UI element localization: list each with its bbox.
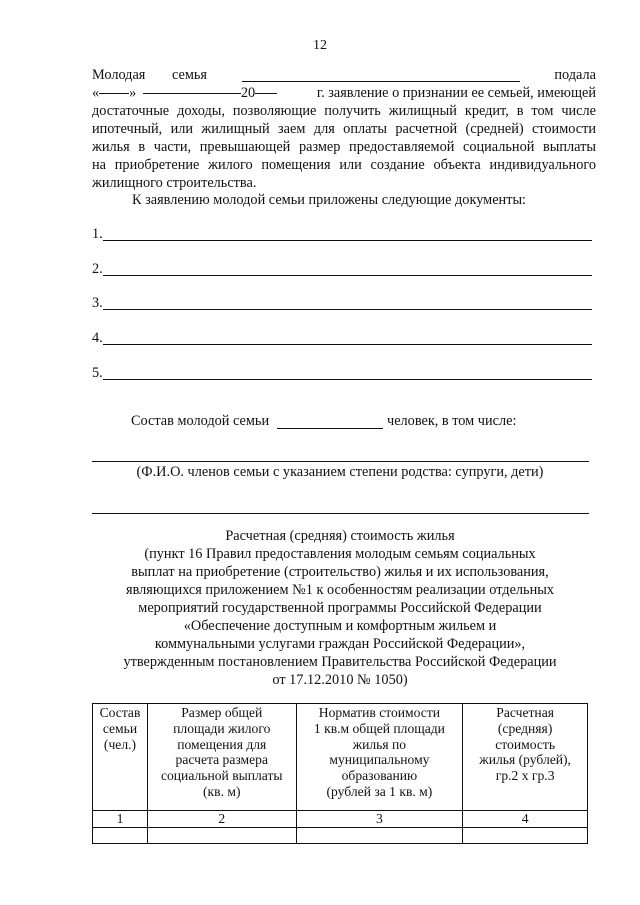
table-header-row bbox=[93, 704, 588, 811]
day-field[interactable] bbox=[99, 93, 129, 94]
attachments-heading: К заявлению молодой семьи приложены следующие документы: bbox=[132, 192, 527, 208]
page-number: 12 bbox=[313, 38, 327, 53]
calc-subtitle-line-1: (пункт 16 Правил предоставления молодым семьям социальных bbox=[144, 546, 536, 562]
quote-open: « bbox=[92, 85, 100, 101]
family-count-label: Состав молодой семьи bbox=[131, 413, 270, 429]
intro-word-family: семья bbox=[172, 67, 208, 83]
calc-subtitle-line-5: «Обеспечение доступным и комфортным жильем и bbox=[183, 618, 497, 634]
calc-subtitle-line-7: утвержденным постановлением Правительства Российской Федерации bbox=[123, 654, 557, 670]
intro-line-2-text: г. заявление о признании ее семьей, имеющей bbox=[316, 85, 596, 101]
document-line-3[interactable] bbox=[92, 294, 592, 312]
calc-subtitle-line-2: выплат на приобретение (строительство) жилья и их использования, bbox=[131, 564, 549, 580]
year-prefix: 20 bbox=[240, 85, 256, 101]
calc-table bbox=[92, 703, 588, 844]
intro-line-1 bbox=[92, 67, 596, 85]
intro-line-6: на приобретение жилого помещения или создание объекта индивидуального bbox=[92, 157, 596, 173]
table-row bbox=[93, 827, 588, 843]
intro-line-4: ипотечный, или жилищный заем для оплаты расчетной (средней) стоимости bbox=[92, 121, 596, 137]
family-members-line-2[interactable] bbox=[92, 513, 589, 514]
column-number: 4 bbox=[463, 811, 588, 828]
family-members-hint: (Ф.И.О. членов семьи с указанием степени родства: супруги, дети) bbox=[136, 464, 544, 480]
intro-line-7: жилищного строительства. bbox=[92, 175, 257, 191]
header-family-size: Состав семьи (чел.) bbox=[93, 704, 148, 811]
cell-family-size[interactable] bbox=[93, 827, 148, 843]
intro-word-submitted: подала bbox=[554, 67, 596, 83]
intro-word-young: Молодая bbox=[92, 67, 146, 83]
column-number: 3 bbox=[296, 811, 463, 828]
intro-line-2 bbox=[92, 85, 596, 103]
family-name-field[interactable] bbox=[242, 81, 520, 82]
cell-norm-cost[interactable] bbox=[296, 827, 463, 843]
column-number: 1 bbox=[93, 811, 148, 828]
document-number: 1. bbox=[92, 226, 103, 242]
document-number: 4. bbox=[92, 330, 103, 346]
quote-close: » bbox=[129, 85, 137, 101]
calc-subtitle-line-4: мероприятий государственной программы Российской Федерации bbox=[138, 600, 542, 616]
column-number: 2 bbox=[147, 811, 296, 828]
header-norm-cost: Норматив стоимости 1 кв.м общей площади жилья по муниципальному образованию (рублей за 1 кв. м) bbox=[296, 704, 463, 811]
document-line-1[interactable] bbox=[92, 225, 592, 243]
intro-line-3: достаточные доходы, позволяющие получить жилищный кредит, в том числе bbox=[92, 103, 596, 119]
calc-subtitle-line-8: от 17.12.2010 № 1050) bbox=[272, 672, 408, 688]
document-line-2[interactable] bbox=[92, 260, 592, 278]
cell-area[interactable] bbox=[147, 827, 296, 843]
document-line-5[interactable] bbox=[92, 364, 592, 382]
header-calc-cost: Расчетная (средняя) стоимость жилья (рублей), гр.2 х гр.3 bbox=[463, 704, 588, 811]
family-count-suffix: человек, в том числе: bbox=[387, 413, 517, 429]
cell-calc-cost[interactable] bbox=[463, 827, 588, 843]
calc-subtitle-line-6: коммунальными услугами граждан Российской Федерации», bbox=[154, 636, 526, 652]
table-column-numbers-row bbox=[93, 811, 588, 828]
document-line-4[interactable] bbox=[92, 329, 592, 347]
calc-title: Расчетная (средняя) стоимость жилья bbox=[225, 528, 455, 544]
intro-line-5: жилья в части, превышающей размер предоставляемой социальной выплаты bbox=[92, 139, 596, 155]
month-field[interactable] bbox=[143, 93, 241, 94]
document-number: 3. bbox=[92, 295, 103, 311]
family-count-field[interactable] bbox=[277, 428, 383, 429]
header-area: Размер общей площади жилого помещения для расчета размера социальной выплаты (кв. м) bbox=[147, 704, 296, 811]
family-members-line-1[interactable] bbox=[92, 461, 589, 462]
calc-subtitle-line-3: являющихся приложением №1 к особенностям реализации отдельных bbox=[126, 582, 554, 598]
year-field[interactable] bbox=[255, 93, 277, 94]
document-number: 2. bbox=[92, 261, 103, 277]
document-number: 5. bbox=[92, 365, 103, 381]
